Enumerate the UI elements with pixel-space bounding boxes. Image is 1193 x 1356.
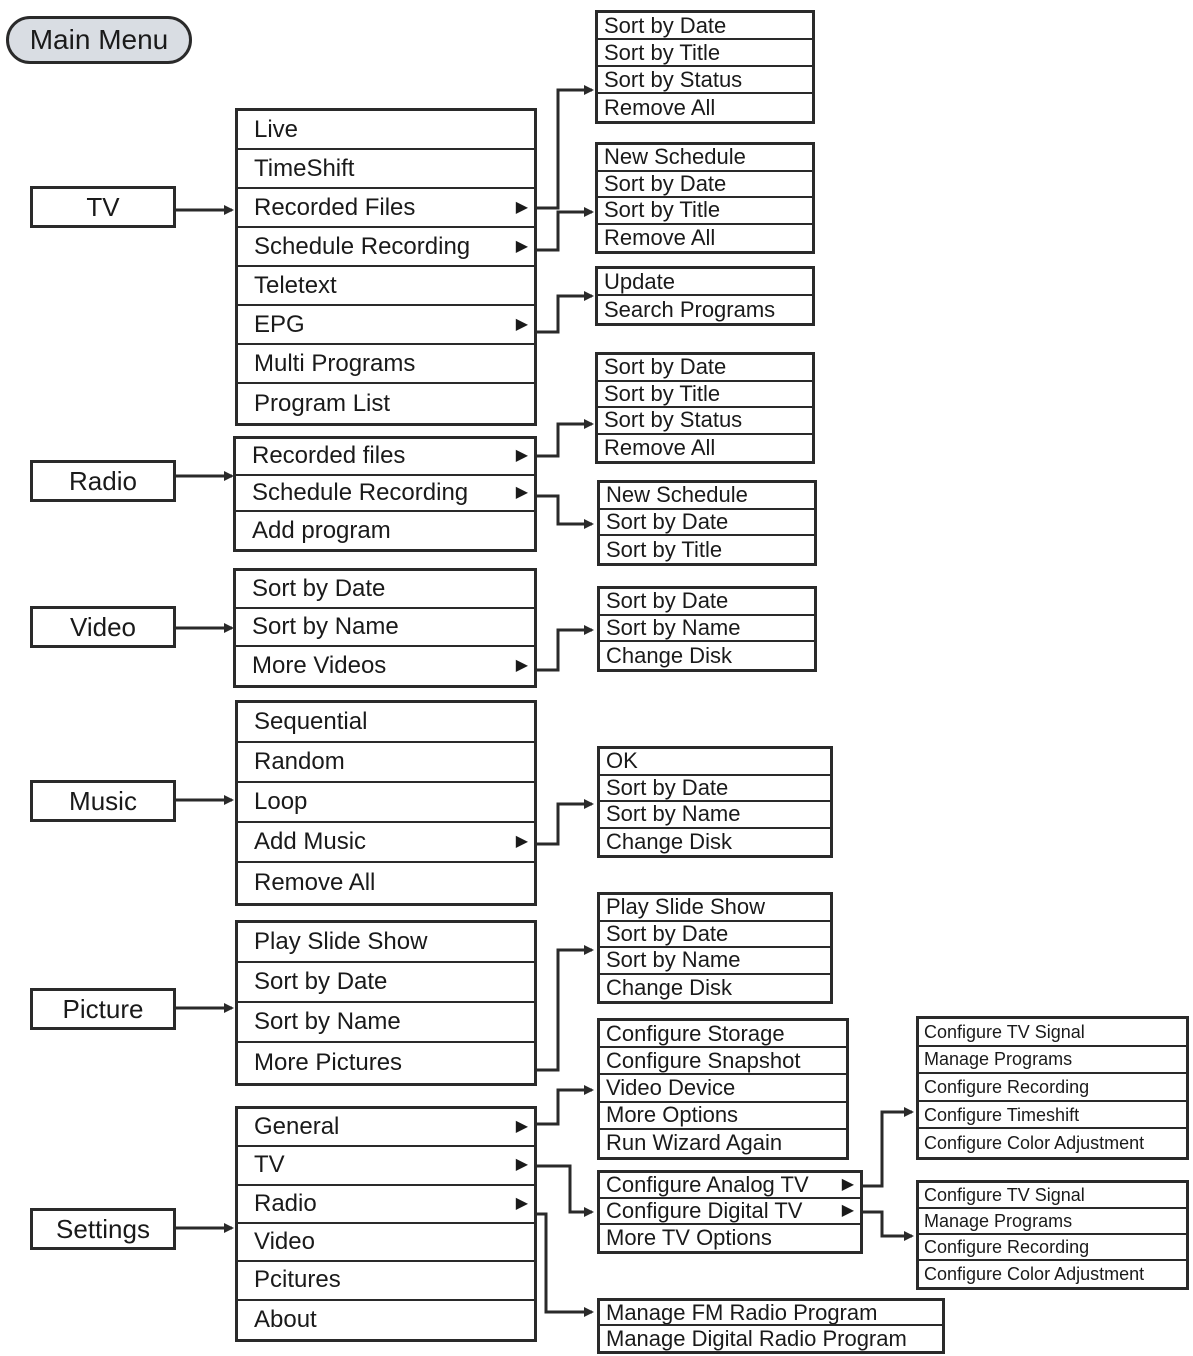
menu-item-configure-digital-tv[interactable] [600, 1199, 860, 1225]
menu-item-label: Sequential [254, 708, 368, 735]
submenu-settings-radio [597, 1298, 945, 1354]
submenu-configure-digital-tv [916, 1180, 1189, 1290]
submenu-arrow-icon: ▶ [515, 315, 528, 333]
menu-item-label: Video [254, 1228, 315, 1256]
menu-item-label: Manage Digital Radio Program [606, 1326, 907, 1351]
menu-item-change-disk[interactable] [600, 975, 830, 1002]
menu-item-update[interactable] [598, 269, 812, 296]
menu-item-sort-by-date[interactable] [236, 571, 534, 609]
submenu-tv-recorded-files [595, 10, 815, 124]
submenu-arrow-icon: ▶ [515, 1118, 528, 1136]
menu-item-label: Remove All [604, 434, 716, 460]
menu-item-configure-recording[interactable] [919, 1074, 1186, 1102]
menu-item-label: Sort by Status [604, 408, 743, 433]
menu-item-label: Change Disk [606, 974, 732, 1000]
menu-item-radio[interactable] [238, 1186, 534, 1224]
submenu-arrow-icon: ▶ [841, 1176, 854, 1193]
connector-tv-epg [536, 296, 592, 332]
menu-item-manage-programs[interactable] [919, 1209, 1186, 1235]
menu-item-label: Remove All [254, 869, 376, 896]
menu-item-sort-by-date[interactable] [600, 922, 830, 949]
menu-item-general[interactable] [238, 1109, 534, 1147]
menu-item-about[interactable] [238, 1301, 534, 1339]
menu-item-label: Live [254, 115, 299, 143]
menu-item-video[interactable] [238, 1224, 534, 1262]
submenu-arrow-icon: ▶ [515, 198, 528, 216]
menu-item-multi-programs[interactable] [238, 345, 534, 384]
menu-item-label: EPG [254, 310, 305, 338]
menu-item-label: Schedule Recording [254, 232, 471, 260]
menu-item-configure-recording[interactable] [919, 1235, 1186, 1261]
menu-item-label: Sort by Date [606, 589, 729, 614]
menu-item-sort-by-name[interactable] [600, 948, 830, 975]
menu-item-sort-by-name[interactable] [600, 616, 814, 643]
menu-item-remove-all[interactable] [238, 863, 534, 903]
menu-item-label: More Options [606, 1102, 739, 1128]
menu-item-sort-by-status[interactable] [598, 408, 812, 435]
connector-radio-schedule [536, 496, 592, 524]
menu-item-label: Search Programs [604, 296, 776, 322]
menu-item-label: More TV Options [606, 1225, 772, 1250]
menu-item-label: Configure TV Signal [924, 1185, 1085, 1205]
connector-digital-tv [860, 1212, 912, 1236]
menu-item-label: New Schedule [604, 145, 746, 170]
menu-item-manage-programs[interactable] [919, 1047, 1186, 1075]
menu-item-label: Change Disk [606, 642, 732, 668]
menu-item-label: Sort by Name [254, 1008, 401, 1035]
menu-video [233, 568, 537, 688]
menu-item-label: Add Music [254, 828, 367, 855]
menu-settings [235, 1106, 537, 1342]
submenu-settings-tv [597, 1170, 863, 1254]
category-settings[interactable]: Settings [30, 1208, 176, 1250]
menu-tv [235, 108, 537, 426]
menu-item-tv[interactable] [238, 1147, 534, 1185]
menu-item-label: Teletext [254, 271, 337, 299]
menu-item-label: Sort by Date [604, 355, 727, 380]
menu-item-configure-analog-tv[interactable] [600, 1173, 860, 1199]
menu-radio [233, 436, 537, 552]
menu-item-more-pictures[interactable] [238, 1043, 534, 1083]
menu-item-configure-storage[interactable] [600, 1021, 846, 1048]
menu-item-label: Configure Timeshift [924, 1104, 1080, 1125]
menu-item-label: Configure Recording [924, 1076, 1090, 1097]
menu-item-configure-timeshift[interactable] [919, 1102, 1186, 1130]
menu-item-label: Configure Storage [606, 1021, 785, 1046]
menu-item-label: Play Slide Show [606, 895, 765, 920]
menu-item-label: Sort by Date [604, 13, 727, 38]
menu-item-more-videos[interactable] [236, 647, 534, 685]
menu-item-label: Sort by Title [604, 40, 721, 65]
menu-item-label: Sort by Date [606, 775, 729, 800]
menu-item-sort-by-title[interactable] [598, 198, 812, 225]
connector-settings-tv [536, 1166, 592, 1212]
menu-item-run-wizard-again[interactable] [600, 1130, 846, 1157]
submenu-tv-schedule-recording [595, 142, 815, 254]
connector-video-more [536, 630, 592, 670]
menu-item-ok[interactable] [600, 749, 830, 776]
menu-item-label: Manage Programs [924, 1211, 1073, 1231]
menu-item-schedule-recording[interactable] [236, 476, 534, 513]
submenu-radio-recorded-files [595, 352, 815, 464]
menu-item-label: Sort by Name [606, 948, 741, 973]
menu-item-sort-by-name[interactable] [600, 802, 830, 829]
menu-item-label: Remove All [604, 94, 716, 120]
menu-item-label: Sort by Name [252, 612, 399, 640]
menu-item-random[interactable] [238, 743, 534, 783]
menu-item-label: Configure Color Adjustment [924, 1264, 1145, 1284]
submenu-arrow-icon: ▶ [515, 447, 528, 465]
connector-analog-tv [860, 1112, 912, 1186]
menu-item-sort-by-date[interactable] [600, 510, 814, 537]
submenu-arrow-icon: ▶ [515, 237, 528, 255]
menu-item-sort-by-title[interactable] [600, 536, 814, 563]
menu-item-label: Recorded files [252, 442, 406, 470]
menu-item-remove-all[interactable] [598, 94, 812, 121]
menu-item-remove-all[interactable] [598, 435, 812, 462]
menu-item-label: Play Slide Show [254, 928, 428, 955]
menu-item-new-schedule[interactable] [598, 145, 812, 172]
menu-item-pcitures[interactable] [238, 1262, 534, 1300]
menu-item-label: About [254, 1305, 317, 1333]
menu-item-manage-digital-radio-program[interactable] [600, 1326, 942, 1351]
submenu-settings-general [597, 1018, 849, 1160]
menu-item-configure-snapshot[interactable] [600, 1048, 846, 1075]
menu-item-video-device[interactable] [600, 1075, 846, 1102]
menu-item-new-schedule[interactable] [600, 483, 814, 510]
menu-item-more-options[interactable] [600, 1103, 846, 1130]
submenu-arrow-icon: ▶ [515, 1194, 528, 1212]
menu-item-sequential[interactable] [238, 703, 534, 743]
menu-picture [235, 920, 537, 1086]
menu-item-label: Add program [252, 516, 391, 544]
menu-item-label: Random [254, 748, 345, 775]
menu-item-sort-by-title[interactable] [598, 382, 812, 409]
menu-item-label: Sort by Date [606, 509, 729, 534]
menu-item-label: Configure Snapshot [606, 1048, 801, 1073]
menu-item-label: Video Device [606, 1075, 736, 1100]
menu-item-add-music[interactable] [238, 823, 534, 863]
menu-item-label: Program List [254, 389, 391, 417]
submenu-arrow-icon: ▶ [515, 1156, 528, 1174]
menu-item-sort-by-name[interactable] [236, 609, 534, 647]
menu-item-label: Sort by Date [252, 574, 386, 602]
menu-item-sort-by-date[interactable] [600, 776, 830, 803]
menu-item-label: Manage FM Radio Program [606, 1301, 878, 1325]
menu-item-label: More Pictures [254, 1049, 403, 1076]
connector-music-add [536, 804, 592, 844]
menu-item-epg[interactable] [238, 306, 534, 345]
menu-item-label: Sort by Name [606, 802, 741, 827]
menu-item-label: Sort by Name [606, 615, 741, 640]
menu-item-manage-fm-radio-program[interactable] [600, 1301, 942, 1326]
submenu-configure-analog-tv [916, 1016, 1189, 1160]
menu-item-label: TimeShift [254, 154, 355, 182]
menu-item-label: Run Wizard Again [606, 1130, 783, 1156]
menu-item-loop[interactable] [238, 783, 534, 823]
menu-item-sort-by-date[interactable] [598, 355, 812, 382]
menu-item-recorded-files[interactable] [238, 189, 534, 228]
menu-item-label: Configure Recording [924, 1237, 1090, 1257]
main-menu-title: Main Menu [6, 16, 192, 64]
connector-settings-general [536, 1090, 592, 1124]
menu-item-sort-by-date[interactable] [238, 963, 534, 1003]
menu-item-label: Sort by Date [604, 171, 727, 196]
menu-item-label: New Schedule [606, 483, 748, 508]
menu-item-play-slide-show[interactable] [238, 923, 534, 963]
submenu-music-add-music [597, 746, 833, 858]
menu-item-play-slide-show[interactable] [600, 895, 830, 922]
category-picture[interactable]: Picture [30, 988, 176, 1030]
menu-item-sort-by-name[interactable] [238, 1003, 534, 1043]
submenu-arrow-icon: ▶ [515, 656, 528, 674]
menu-item-program-list[interactable] [238, 384, 534, 423]
connector-tv-schedule [536, 212, 592, 250]
connector-tv-recorded [536, 90, 592, 208]
connector-radio-recorded [536, 424, 592, 456]
menu-item-label: Multi Programs [254, 349, 416, 377]
menu-item-sort-by-date[interactable] [598, 13, 812, 40]
menu-item-label: Loop [254, 788, 308, 815]
menu-item-label: Change Disk [606, 828, 732, 854]
menu-item-label: Configure Color Adjustment [924, 1133, 1145, 1154]
menu-item-sort-by-status[interactable] [598, 67, 812, 94]
menu-item-change-disk[interactable] [600, 829, 830, 856]
menu-item-change-disk[interactable] [600, 642, 814, 669]
menu-item-label: Sort by Title [604, 381, 721, 406]
category-music[interactable]: Music [30, 780, 176, 822]
menu-item-label: Sort by Date [254, 968, 388, 995]
menu-item-live[interactable] [238, 111, 534, 150]
menu-item-timeshift[interactable] [238, 150, 534, 189]
menu-item-add-program[interactable] [236, 512, 534, 549]
menu-item-sort-by-date[interactable] [600, 589, 814, 616]
menu-item-label: Configure Digital TV [606, 1199, 803, 1223]
menu-item-configure-tv-signal[interactable] [919, 1019, 1186, 1047]
submenu-radio-schedule-recording [597, 480, 817, 566]
menu-item-label: Manage Programs [924, 1049, 1073, 1070]
submenu-picture-more-pictures [597, 892, 833, 1004]
category-video[interactable]: Video [30, 606, 176, 648]
submenu-arrow-icon: ▶ [515, 833, 528, 850]
submenu-arrow-icon: ▶ [515, 483, 528, 501]
menu-item-configure-tv-signal[interactable] [919, 1183, 1186, 1209]
menu-item-teletext[interactable] [238, 267, 534, 306]
menu-item-schedule-recording[interactable] [238, 228, 534, 267]
submenu-arrow-icon: ▶ [841, 1202, 854, 1219]
menu-item-label: Sort by Title [604, 198, 721, 223]
menu-item-label: Sort by Title [606, 536, 723, 562]
submenu-tv-epg [595, 266, 815, 326]
connector-picture-more [536, 950, 592, 1070]
menu-item-label: Configure Analog TV [606, 1173, 809, 1197]
menu-item-remove-all[interactable] [598, 225, 812, 252]
menu-item-label: Recorded Files [254, 193, 416, 221]
submenu-video-more-videos [597, 586, 817, 672]
menu-item-sort-by-title[interactable] [598, 40, 812, 67]
category-radio[interactable]: Radio [30, 460, 176, 502]
menu-item-label: Remove All [604, 224, 716, 250]
menu-item-label: Pcitures [254, 1266, 341, 1294]
menu-item-label: TV [254, 1151, 285, 1179]
menu-item-label: More Videos [252, 651, 387, 679]
menu-item-more-tv-options[interactable] [600, 1225, 860, 1251]
menu-item-recorded-files[interactable] [236, 439, 534, 476]
category-tv[interactable]: TV [30, 186, 176, 228]
menu-item-label: Sort by Date [606, 921, 729, 946]
menu-item-label: OK [606, 749, 638, 774]
menu-item-configure-color-adjustment[interactable] [919, 1261, 1186, 1287]
menu-item-label: Update [604, 269, 675, 294]
menu-item-label: Sort by Status [604, 67, 743, 92]
menu-item-label: Schedule Recording [252, 478, 469, 506]
menu-item-configure-color-adjustment[interactable] [919, 1129, 1186, 1157]
connector-settings-radio [536, 1214, 592, 1312]
menu-item-label: Configure TV Signal [924, 1021, 1085, 1042]
menu-item-label: Radio [254, 1189, 317, 1217]
menu-music [235, 700, 537, 906]
menu-item-label: General [254, 1113, 340, 1141]
menu-item-search-programs[interactable] [598, 296, 812, 323]
menu-item-sort-by-date[interactable] [598, 172, 812, 199]
